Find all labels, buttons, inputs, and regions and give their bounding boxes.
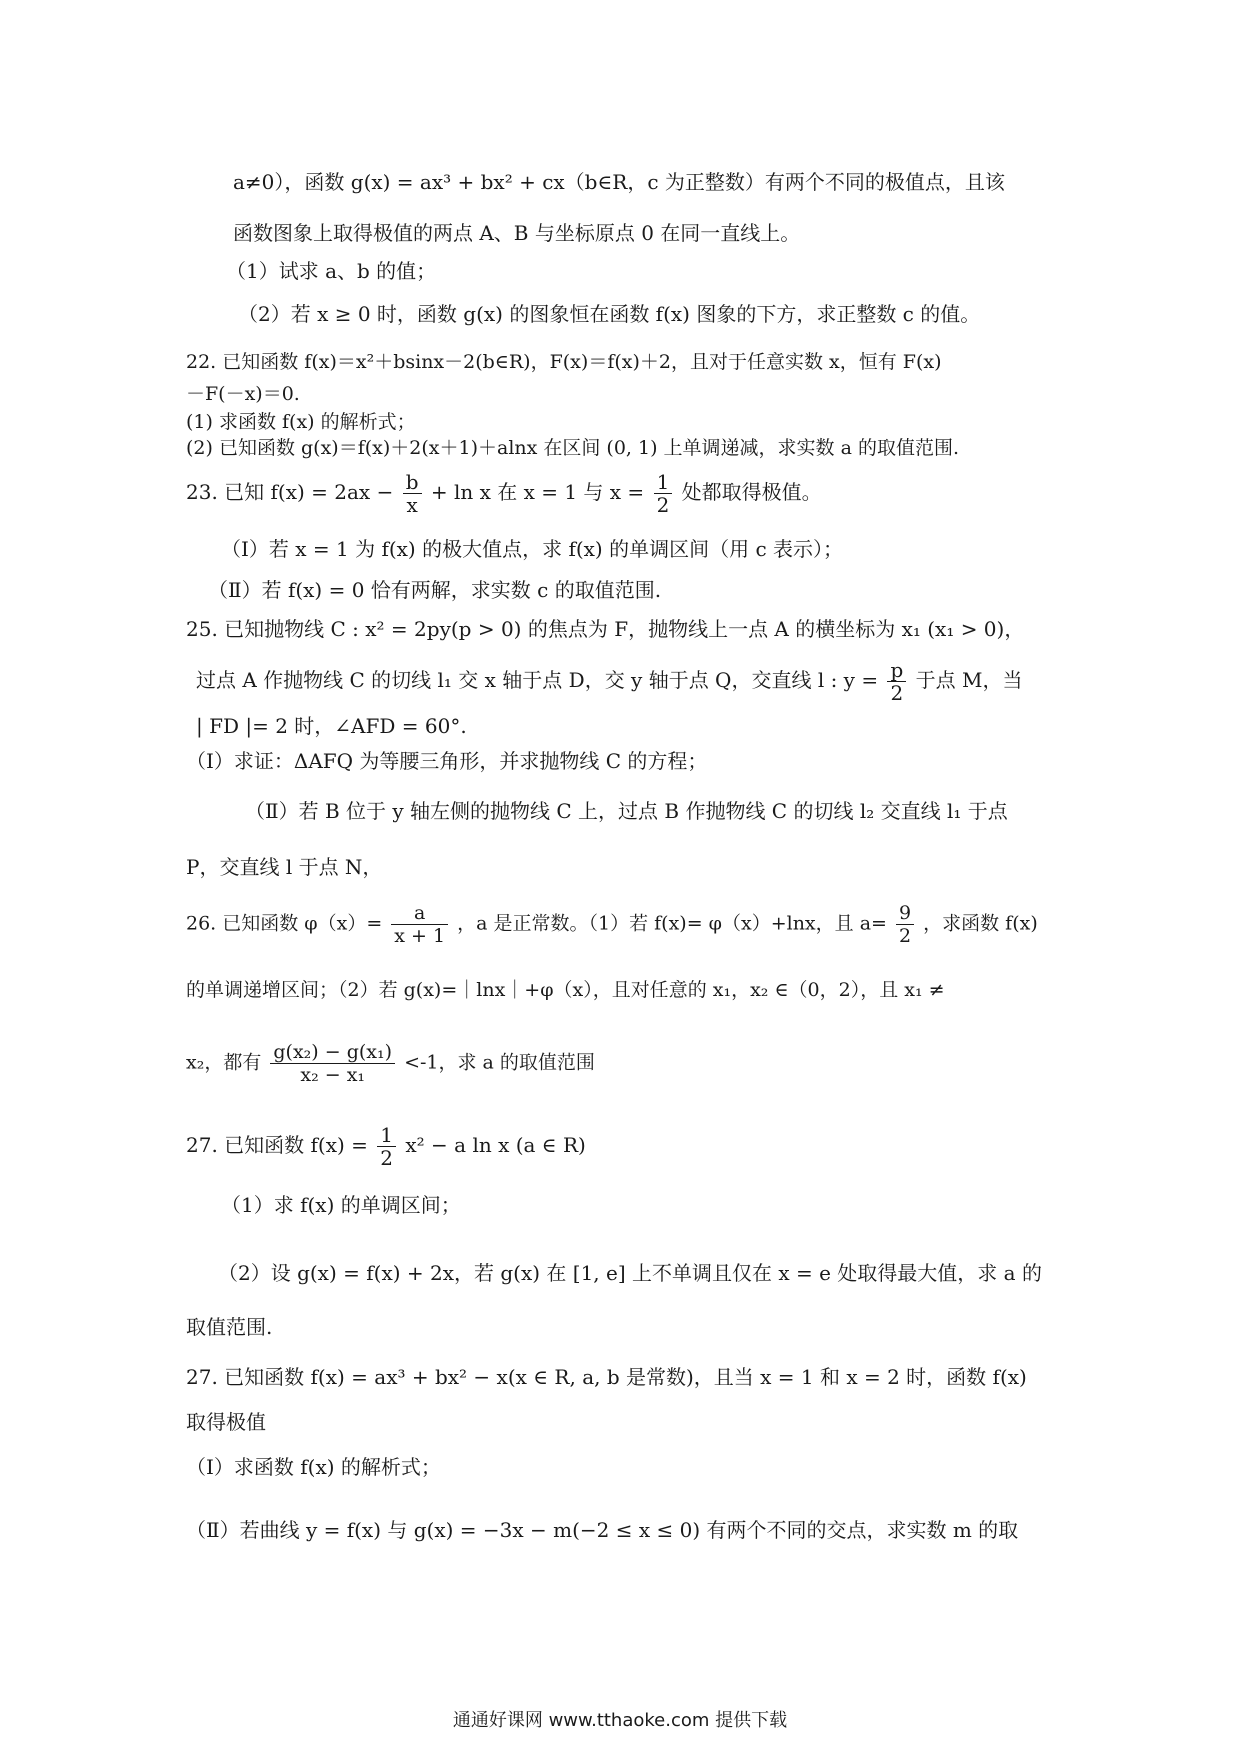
text-line: 函数图象上取得极值的两点 A、B 与坐标原点 0 在同一直线上。 xyxy=(233,221,801,245)
problem-27b-line: 27. 已知函数 f(x) = ax³ + bx² − x(x ∈ R, a, b 是常数)，且当 x = 1 和 x = 2 时，函数 f(x) xyxy=(186,1365,1027,1389)
fraction xyxy=(896,902,914,947)
fraction xyxy=(887,659,906,704)
numerator: 9 xyxy=(896,902,914,925)
denominator: x + 1 xyxy=(394,925,446,947)
denominator: 2 xyxy=(899,925,912,947)
text-span: <-1，求 a 的取值范围 xyxy=(404,1051,595,1074)
problem-26-line xyxy=(186,902,1038,947)
text-span: x² − a ln x (a ∈ R) xyxy=(405,1133,586,1157)
problem-27-line xyxy=(186,1124,586,1169)
text-span: + ln x 在 x = 1 与 x = xyxy=(430,480,645,504)
text-line: －F(－x)＝0. xyxy=(186,383,300,405)
numerator: 1 xyxy=(654,471,673,494)
text-line xyxy=(186,1041,595,1086)
text-line: （Ⅱ）若 B 位于 y 轴左侧的抛物线 C 上，过点 B 作抛物线 C 的切线 l₂ 交直线 l₁ 于点 xyxy=(245,799,1008,823)
denominator: 2 xyxy=(890,681,904,705)
text-line: （2）若 x ≥ 0 时，函数 g(x) 的图象恒在函数 f(x) 图象的下方，求正整数 c 的值。 xyxy=(238,302,981,326)
text-line: （Ⅱ）若 f(x) = 0 恰有两解，求实数 c 的取值范围. xyxy=(208,578,662,602)
text-line: P，交直线 l 于点 N， xyxy=(186,855,383,879)
fraction xyxy=(377,1124,396,1169)
fraction xyxy=(270,1041,395,1086)
text-span: ，a 是正常数。（1）若 f(x)= φ（x）+lnx，且 a= xyxy=(457,912,887,935)
text-span: ，求函数 f(x) xyxy=(923,912,1038,935)
fraction xyxy=(654,471,673,516)
numerator: p xyxy=(887,659,906,682)
text-span: 处都取得极值。 xyxy=(681,480,822,504)
text-line: （Ⅱ）若曲线 y = f(x) 与 g(x) = −3x − m(−2 ≤ x ≤ 0) 有两个不同的交点，求实数 m 的取 xyxy=(186,1518,1019,1542)
fraction xyxy=(403,471,422,516)
text-line: 取值范围. xyxy=(186,1315,273,1339)
text-span: x₂，都有 xyxy=(186,1051,262,1074)
numerator: a xyxy=(391,902,448,925)
page-footer: 通通好课网 www.tthaoke.com 提供下载 xyxy=(452,1710,788,1731)
text-line: （2）设 g(x) = f(x) + 2x，若 g(x) 在 [1, e] 上不单调且仅在 x = e 处取得最大值，求 a 的 xyxy=(218,1261,1042,1285)
text-line: 取得极值 xyxy=(186,1410,266,1434)
denominator: 2 xyxy=(380,1146,394,1170)
text-line: （Ⅰ）求函数 f(x) 的解析式； xyxy=(186,1455,441,1479)
denominator: x xyxy=(406,493,418,517)
text-line: a≠0），函数 g(x) = ax³ + bx² + cx（b∈R，c 为正整数）有两个不同的极值点，且该 xyxy=(233,170,1005,194)
denominator: x₂ − x₁ xyxy=(300,1064,366,1086)
text-span: 于点 M，当 xyxy=(915,668,1023,692)
text-span: 23. 已知 f(x) = 2ax − xyxy=(186,480,394,504)
text-line: (2) 已知函数 g(x)＝f(x)＋2(x＋1)＋alnx 在区间 (0, 1) 上单调递减，求实数 a 的取值范围. xyxy=(186,437,959,459)
problem-25-line: 25. 已知抛物线 C : x² = 2py(p > 0) 的焦点为 F，抛物线上一点 A 的横坐标为 x₁ (x₁ > 0)， xyxy=(186,617,1025,641)
text-span: 27. 已知函数 f(x) = xyxy=(186,1133,368,1157)
text-line: （1）求 f(x) 的单调区间； xyxy=(221,1193,461,1217)
text-line: （Ⅰ）求证：ΔAFQ 为等腰三角形，并求抛物线 C 的方程； xyxy=(186,749,708,773)
text-line: 的单调递增区间；（2）若 g(x)=｜lnx｜+φ（x），且对任意的 x₁，x₂ ∈（0，2），且 x₁ ≠ xyxy=(186,979,945,1001)
text-span: 26. 已知函数 φ（x）= xyxy=(186,912,383,935)
text-line: (1) 求函数 f(x) 的解析式； xyxy=(186,411,416,433)
problem-22-line: 22. 已知函数 f(x)＝x²＋bsinx－2(b∈R)，F(x)＝f(x)＋2，且对于任意实数 x，恒有 F(x) xyxy=(186,351,942,373)
numerator: g(x₂) − g(x₁) xyxy=(270,1041,395,1064)
numerator: b xyxy=(403,471,422,494)
text-line: | FD |= 2 时，∠AFD = 60°. xyxy=(196,714,467,738)
fraction xyxy=(391,902,448,947)
text-line: （Ⅰ）若 x = 1 为 f(x) 的极大值点，求 f(x) 的单调区间（用 c 表示）； xyxy=(221,537,844,561)
denominator: 2 xyxy=(656,493,670,517)
problem-23-line xyxy=(186,471,822,516)
text-line xyxy=(196,659,1022,704)
numerator: 1 xyxy=(377,1124,396,1147)
text-span: 过点 A 作抛物线 C 的切线 l₁ 交 x 轴于点 D，交 y 轴于点 Q，交直线 l : y = xyxy=(196,668,879,692)
text-line: （1）试求 a、b 的值； xyxy=(226,259,437,283)
